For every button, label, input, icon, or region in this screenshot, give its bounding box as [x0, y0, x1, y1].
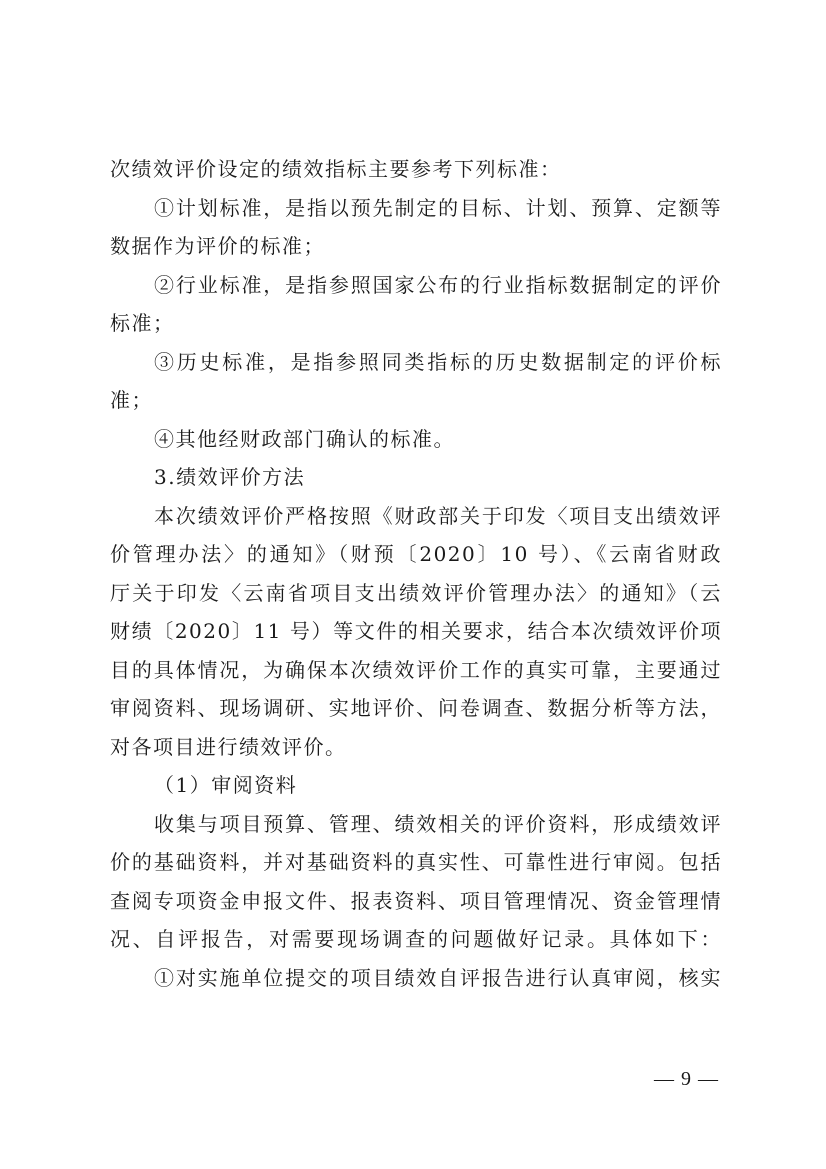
text-line: 对各项目进行绩效评价。 — [110, 734, 347, 759]
subsection-heading: （1）审阅资料 — [154, 773, 298, 797]
text-line: ②行业标准，是指参照国家公布的行业指标数据制定的评价 — [154, 272, 722, 297]
text-line: 次绩效评价设定的绩效指标主要参考下列标准： — [110, 157, 562, 181]
text-line: 数据作为评价的标准； — [110, 234, 325, 258]
text-line: 标准； — [110, 311, 175, 335]
text-line: 厅关于印发〈云南省项目支出绩效评价管理办法〉的通知》（云 — [110, 580, 722, 605]
section-heading: 3.绩效评价方法 — [154, 465, 306, 489]
text-line: ①计划标准，是指以预先制定的目标、计划、预算、定额等 — [154, 195, 722, 220]
text-line: ④其他经财政部门确认的标准。 — [154, 426, 455, 451]
text-line: 况、自评报告，对需要现场调查的问题做好记录。具体如下： — [110, 927, 722, 951]
text-line: ①对实施单位提交的项目绩效自评报告进行认真审阅，核实 — [154, 965, 722, 990]
body-text — [110, 150, 722, 997]
text-line: 审阅资料、现场调研、实地评价、问卷调查、数据分析等方法， — [110, 696, 722, 720]
page-number: — 9 — — [654, 1068, 719, 1090]
text-line: 价管理办法〉的通知》（财预〔2020〕10 号）、《云南省财政 — [110, 542, 722, 566]
text-line: 本次绩效评价严格按照《财政部关于印发〈项目支出绩效评 — [154, 503, 722, 528]
text-line: ③历史标准，是指参照同类指标的历史数据制定的评价标 — [154, 349, 722, 374]
text-line: 准； — [110, 388, 153, 412]
text-line: 查阅专项资金申报文件、报表资料、项目管理情况、资金管理情 — [110, 888, 722, 913]
text-line: 目的具体情况，为确保本次绩效评价工作的真实可靠，主要通过 — [110, 657, 722, 682]
text-line: 收集与项目预算、管理、绩效相关的评价资料，形成绩效评 — [154, 811, 722, 836]
text-line: 财绩〔2020〕11 号）等文件的相关要求，结合本次绩效评价项 — [110, 619, 722, 643]
text-line: 价的基础资料，并对基础资料的真实性、可靠性进行审阅。包括 — [110, 850, 722, 874]
